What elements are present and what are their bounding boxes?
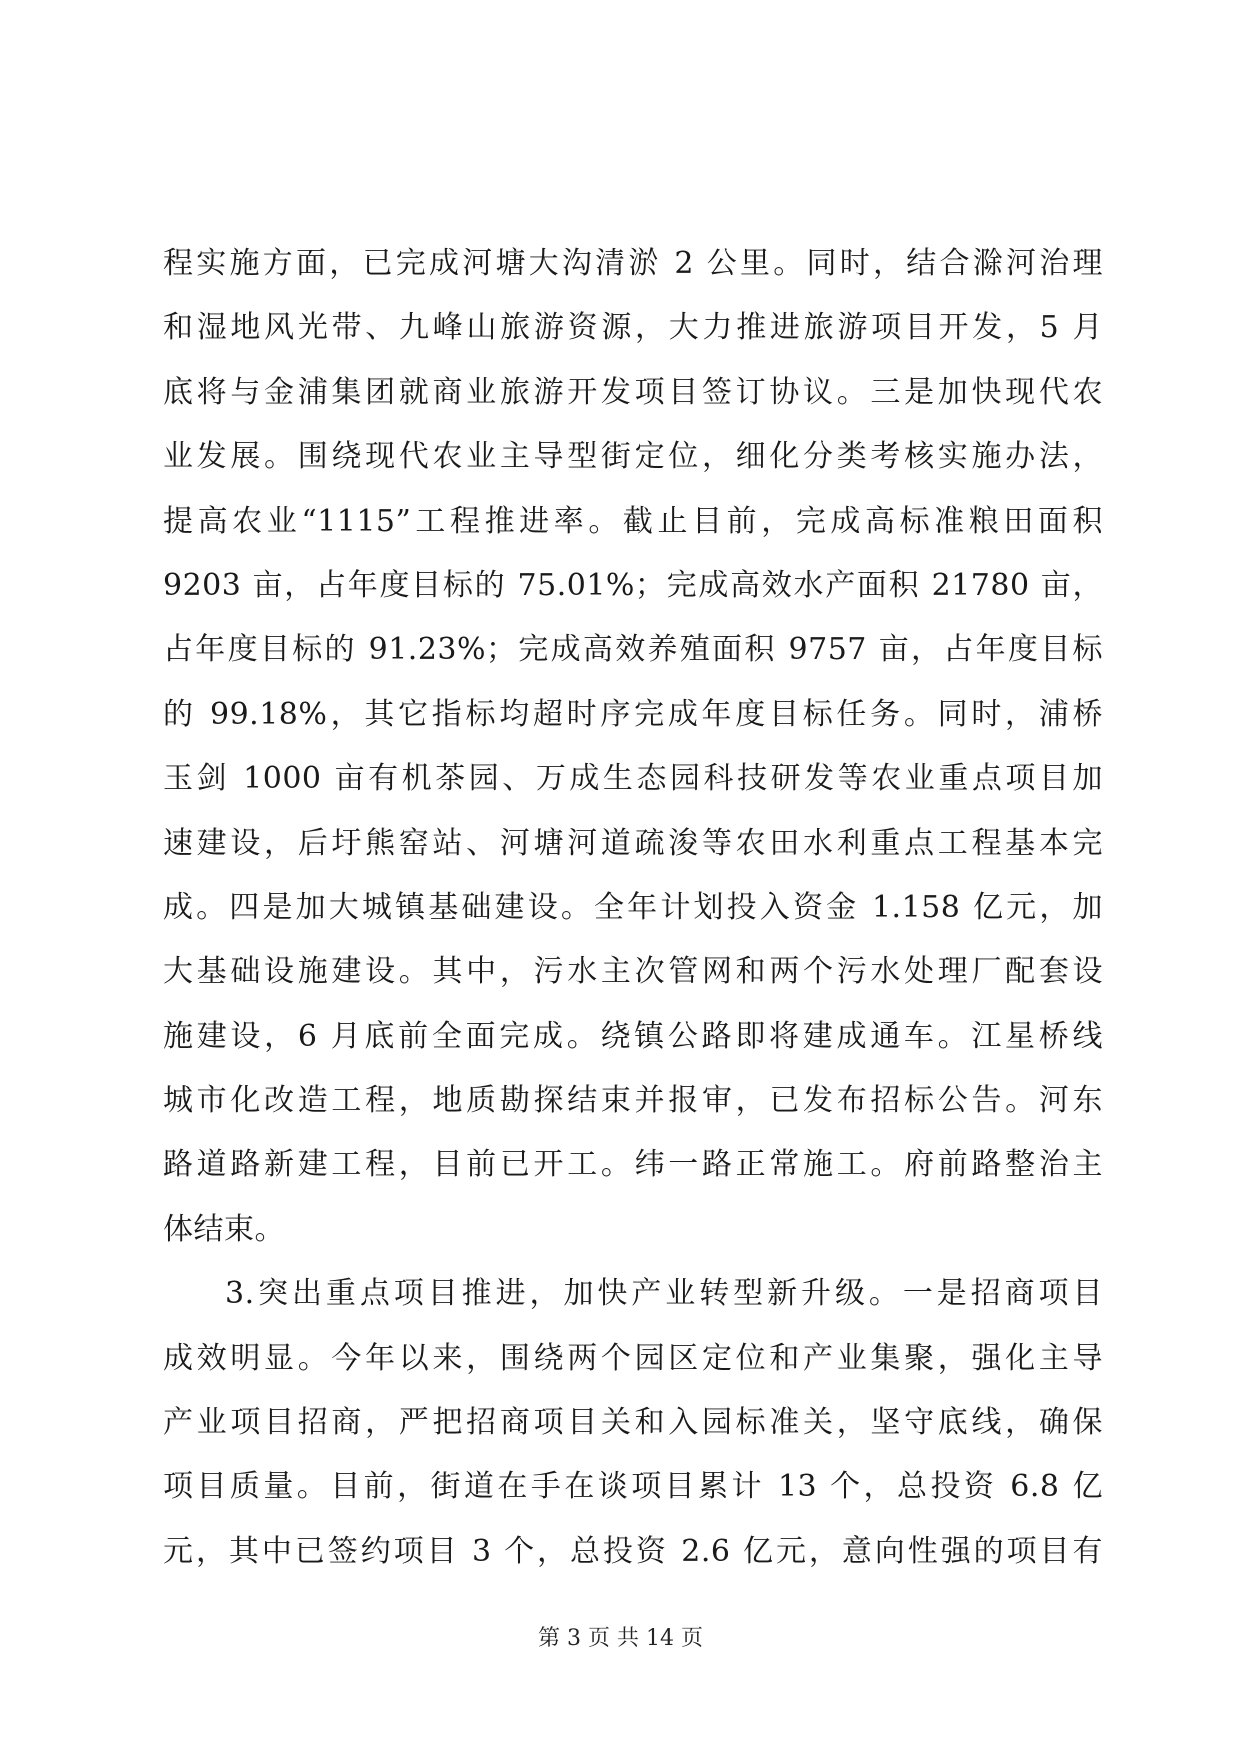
- text-line: 大基础设施建设。其中，污水主次管网和两个污水处理厂配套设: [163, 954, 1103, 990]
- text-line: 产业项目招商，严把招商项目关和入园标准关，坚守底线，确保: [163, 1405, 1103, 1441]
- text-line: 速建设，后圩熊窑站、河塘河道疏浚等农田水利重点工程基本完: [163, 825, 1103, 861]
- text-line: 成效明显。今年以来，围绕两个园区定位和产业集聚，强化主导: [163, 1340, 1103, 1376]
- text-line: 路道路新建工程，目前已开工。纬一路正常施工。府前路整治主: [163, 1147, 1103, 1183]
- text-line: 施建设，6 月底前全面完成。绕镇公路即将建成通车。江星桥线: [163, 1018, 1103, 1054]
- text-line: 3.突出重点项目推进，加快产业转型新升级。一是招商项目: [225, 1276, 1103, 1312]
- text-line: 项目质量。目前，街道在手在谈项目累计 13 个，总投资 6.8 亿: [163, 1469, 1103, 1505]
- text-line: 程实施方面，已完成河塘大沟清淤 2 公里。同时，结合滁河治理: [163, 246, 1103, 281]
- text-line: 城市化改造工程，地质勘探结束并报审，已发布招标公告。河东: [163, 1083, 1103, 1119]
- text-line: 占年度目标的 91.23%；完成高效养殖面积 9757 亩，占年度目标: [163, 632, 1103, 668]
- body-text: [163, 232, 1103, 1584]
- text-line: 和湿地风光带、九峰山旅游资源，大力推进旅游项目开发，5 月: [163, 310, 1103, 346]
- text-line: 的 99.18%，其它指标均超时序完成年度目标任务。同时，浦桥: [163, 696, 1103, 732]
- page-footer: 第 3 页 共 14 页: [538, 1626, 703, 1651]
- text-line: 元，其中已签约项目 3 个，总投资 2.6 亿元，意向性强的项目有: [163, 1533, 1103, 1569]
- text-line: 提高农业“1115”工程推进率。截止目前，完成高标准粮田面积: [163, 503, 1103, 539]
- text-line: 玉剑 1000 亩有机茶园、万成生态园科技研发等农业重点项目加: [163, 761, 1103, 797]
- text-line: 体结束。: [163, 1211, 285, 1247]
- text-line: 业发展。围绕现代农业主导型街定位，细化分类考核实施办法，: [163, 439, 1103, 475]
- text-line: 底将与金浦集团就商业旅游开发项目签订协议。三是加快现代农: [163, 374, 1103, 410]
- text-line: 9203 亩，占年度目标的 75.01%；完成高效水产面积 21780 亩，: [163, 567, 1103, 603]
- text-line: 成。四是加大城镇基础建设。全年计划投入资金 1.158 亿元，加: [163, 889, 1103, 925]
